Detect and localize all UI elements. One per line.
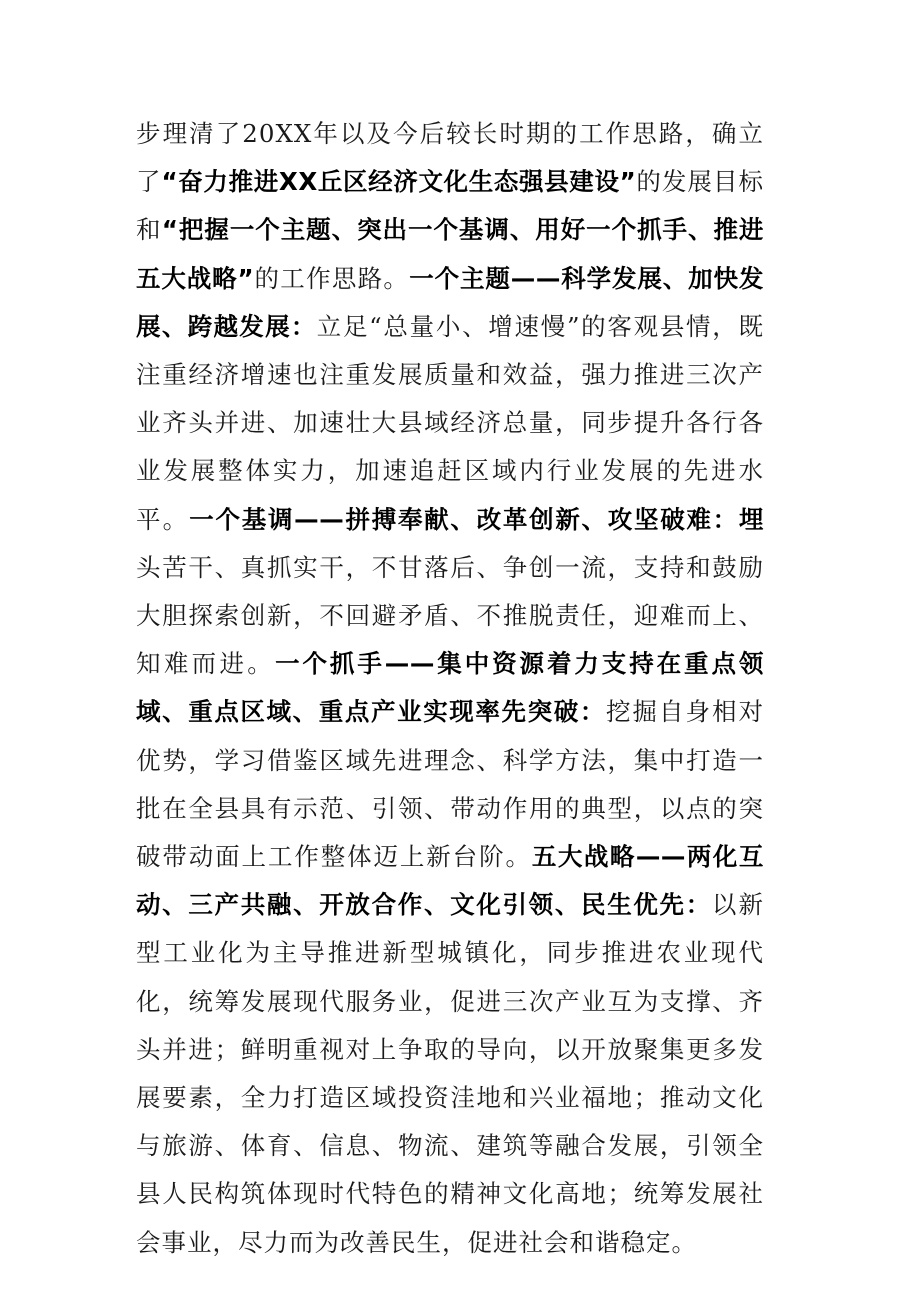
text-segment: 头苦干、真抓实干，不甘落后、争创一流，支持和鼓励大胆探索创新，不回避矛盾、不推脱责任，迎难而上、知难而进。 — [136, 552, 764, 679]
text-segment: 步理清了20XX年以及今后较长时期的工作思路，确立了 — [136, 119, 764, 197]
text-segment: 挖掘自身相对优势，学习借鉴区域先进理念、科学方法，集中打造一批在全县具有示范、引领、带动作用的典型，以点的突破带动面上工作整体迈上新台阶。 — [136, 697, 764, 872]
bold-strategy-heading: 五大战略——两化互动、三产共融、开放合作、文化引领、民生优先： — [136, 842, 764, 920]
text-segment: 以新型工业化为主导推进新型城镇化，同步推进农业现代化，统筹发展现代服务业，促进三次产业互为支撑、齐头并进；鲜明重视对上争取的导向，以开放聚集更多发展要素，全力打造区域投资洼地和兴业福地；推动文化与旅游、体育、信息、物流、建筑等融合发展，引领全县人民构筑体现时代特色的精神文化高地；统筹发展社会事业，尽力而为改善民生，促进社会和谐稳定。 — [136, 890, 764, 1257]
bold-tone-heading: 一个基调——拼搏奉献、改革创新、攻坚破难：埋 — [189, 504, 765, 534]
bold-goal-phrase: “奋力推进XX丘区经济文化生态强县建设” — [161, 167, 637, 197]
bold-lever-heading: 一个抓手——集中资源着力支持在重点领域、重点区域、重点产业实现率先突破： — [136, 649, 764, 727]
text-segment: 立足“总量小、增速慢”的客观县情，既注重经济增速也注重发展质量和效益，强力推进三次产业齐头并进、加速壮大县域经济总量，同步提升各行各业发展整体实力，加速追赶区域内行业发展的先进水平。 — [136, 311, 764, 534]
bold-theme-heading: 一个主题——科学发展、加快发展、跨越发展： — [136, 263, 765, 341]
text-segment: 的发展目标和 — [136, 167, 765, 245]
text-segment: 的工作思路。 — [254, 263, 410, 293]
bold-thinking-phrase: “把握一个主题、突出一个基调、用好一个抓手、推进五大战略” — [136, 215, 765, 293]
body-paragraph — [136, 110, 764, 1267]
